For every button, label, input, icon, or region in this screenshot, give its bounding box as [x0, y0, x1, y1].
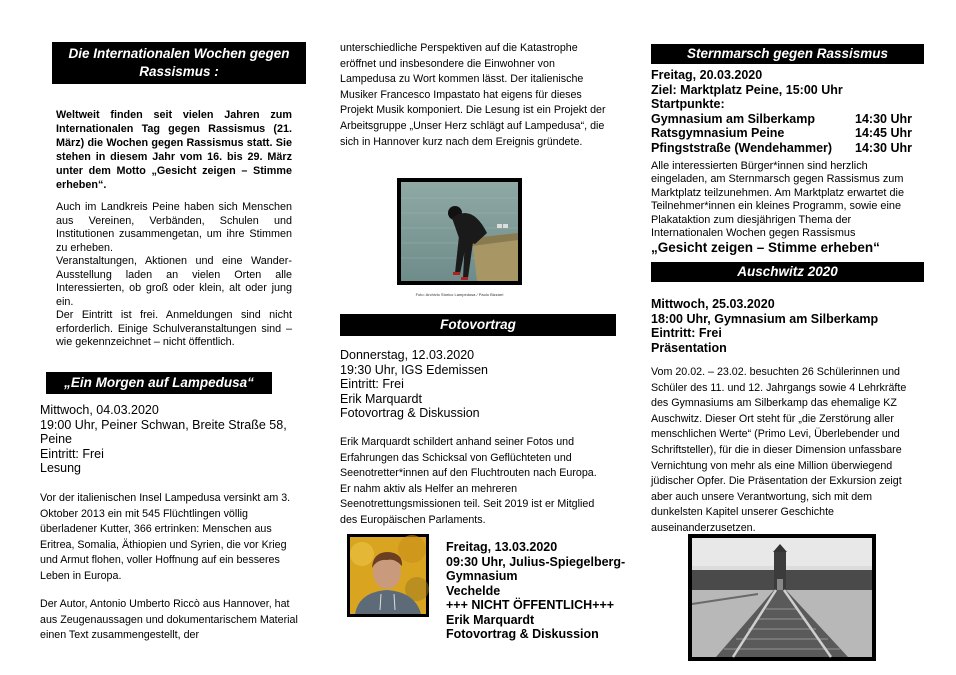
section-header-fotovortrag [340, 314, 616, 336]
header-text: Auschwitz 2020 [737, 264, 838, 279]
event-admission: Eintritt: Frei [340, 377, 404, 391]
lampedusa-description-1: Vor der italienischen Insel Lampedusa versinkt am 3. Oktober 2013 ein mit 545 Flüchtlingen völlig überladener Kutter, 366 ertrinken: Menschen aus Eritrea, Somalia, Äthiopien und Syrien, die vor Krieg und Armut flohen, voller Hoffnung auf ein besseres Leben in Europa. [40, 492, 291, 582]
start-point-row [651, 126, 917, 141]
event-date: Donnerstag, 12.03.2020 [340, 348, 475, 362]
start-points-label: Startpunkte: [651, 97, 725, 111]
section-header-sternmarsch [651, 44, 924, 64]
event-location: 18:00 Uhr, Gymnasium am Silberkamp [651, 311, 879, 326]
event-location: 19:00 Uhr, Peiner Schwan, Breite Straße 58, Peine [40, 417, 287, 446]
event-date: Mittwoch, 04.03.2020 [40, 403, 159, 417]
event-date: Freitag, 13.03.2020 [446, 540, 558, 554]
start-point-time: 14:30 Uhr [855, 111, 912, 126]
section-header-auschwitz [651, 262, 924, 282]
event-target: Ziel: Marktplatz Peine, 15:00 Uhr [651, 82, 843, 97]
sternmarsch-details [651, 68, 917, 155]
lampedusa-description-2: Der Autor, Antonio Umberto Riccò aus Hannover, hat aus Zeugenaussagen und dokumentarischem Material einen Text zusammengestellt, der [40, 598, 298, 641]
event-lampedusa-details [40, 403, 290, 476]
fotovortrag-description: Erik Marquardt schildert anhand seiner Fotos und Erfahrungen das Schicksal von Geflüchteten und Seenotretter*innen auf den Fluchtrouten nach Europa. Er nahm aktiv als Helfer an mehreren Seenotrettungsmissionen teil. Seit 2019 ist er Mitglied des Europäischen Parlaments. [340, 436, 597, 526]
paragraph-landkreis: Auch im Landkreis Peine haben sich Menschen aus Vereinen, Verbänden, Schulen und Institutionen zusammengetan, um ihre Stimmen zu erheben. [56, 201, 292, 254]
event-admission: Eintritt: Frei [651, 326, 722, 340]
sternmarsch-description: Alle interessierten Bürger*innen sind herzlich eingeladen, am Sternmarsch gegen Rassismus zum Marktplatz teilzunehmen. Am Marktplatz erwartet die Teilnehmer*innen ein kleines Programm, sowie eine Plakataktion zum diesjährigen Thema der Internationalen Wochen gegen Rassismus [651, 160, 905, 240]
event-access-notice: +++ NICHT ÖFFENTLICH+++ [446, 598, 615, 612]
auschwitz-event-details [651, 297, 921, 355]
event-location: 19:30 Uhr, IGS Edemissen [340, 362, 488, 377]
start-point-time: 14:30 Uhr [855, 140, 912, 155]
lampedusa-description-continued: unterschiedliche Perspektiven auf die Katastrophe eröffnet und insbesondere die Einwohner von Lampedusa zu Wort kommen lässt. Der italienische Musiker Francesco Impastato hat eigens für dieses Projekt Musik komponiert. Die Lesung ist ein Projekt der Arbeitsgruppe „Unser Herz schlägt auf Lampedusa“, die sich in Hannover kurz nach dem Ereignis gründete. [340, 42, 606, 148]
motto-text: „Gesicht zeigen – Stimme erheben“ [651, 240, 880, 255]
section-header-lampedusa [46, 372, 272, 394]
header-text: Sternmarsch gegen Rassismus [686, 46, 889, 61]
header-text: Fotovortrag [440, 317, 516, 332]
start-point-row [651, 141, 917, 156]
start-point-place: Pfingststraße (Wendehammer) [651, 140, 833, 155]
event-date: Freitag, 20.03.2020 [651, 68, 763, 82]
event-type: Fotovortrag & Diskussion [446, 627, 599, 641]
event-type: Lesung [40, 461, 82, 475]
lampedusa-photo [397, 178, 522, 285]
header-text: Die Internationalen Wochen gegen Rassismus : [68, 46, 290, 79]
event-fotovortrag-1-details [340, 348, 610, 421]
event-speaker: Erik Marquardt [446, 612, 535, 627]
event-location: 09:30 Uhr, Julius-Spiegelberg-Gymnasium [446, 554, 626, 583]
event-type: Präsentation [651, 340, 727, 355]
event-fotovortrag-2-details [446, 540, 626, 642]
auschwitz-railway-photo [688, 534, 876, 661]
event-speaker: Erik Marquardt [340, 391, 422, 406]
intro-body [56, 201, 292, 350]
event-town: Vechelde [446, 583, 501, 598]
start-point-place: Gymnasium am Silberkamp [651, 111, 815, 126]
event-admission: Eintritt: Frei [40, 446, 104, 461]
speaker-portrait-photo [347, 534, 429, 617]
start-point-place: Ratsgymnasium Peine [651, 126, 785, 140]
auschwitz-description: Vom 20.02. – 23.02. besuchten 26 Schülerinnen und Schüler des 11. und 12. Jahrgangs sowie 4 Lehrkräfte des Gymnasiums am Silberkamp das ehemalige KZ Auschwitz. Dieser Ort steht für „die Zerstörung aller menschlichen Werte“ (Primo Levi, Überlebender und Schriftsteller), für die in dieser Dimension unfassbare Vernichtung von mehr als eine Million überwiegend jüdischer Opfer. Die Präsentation der Exkursion zeigt aber auch unsere Verantwortung, sich mit dem dunkelsten Kapitel unserer Geschichte auseinanderzusetzen. [651, 366, 907, 534]
header-text: „Ein Morgen auf Lampedusa“ [64, 375, 254, 390]
start-point-row [651, 112, 917, 127]
intro-text: Weltweit finden seit vielen Jahren zum Internationalen Tag gegen Rassismus (21. März) die Wochen gegen Rassismus statt. Sie stehen in diesem Jahr vom 16. bis 29. März unter dem Motto „Gesicht zeigen – Stimme erheben“. [56, 109, 292, 191]
event-date: Mittwoch, 25.03.2020 [651, 297, 775, 311]
paragraph-veranstaltungen: Veranstaltungen, Aktionen und eine Wander-Ausstellung laden an vielen Orten alle Interessierten, ob groß oder klein, alt oder jung ein. [56, 255, 292, 308]
section-header-international-weeks [52, 42, 306, 84]
event-type: Fotovortrag & Diskussion [340, 406, 480, 420]
photo-caption: Foto: Archivio Storico Lampedusa / Paolo Bizzarri [415, 292, 504, 297]
start-point-time: 14:45 Uhr [855, 126, 912, 140]
paragraph-eintritt: Der Eintritt ist frei. Anmeldungen sind nicht erforderlich. Einige Schulveranstaltungen sind – wie gekennzeichnet – nicht öffentlich. [56, 309, 292, 348]
